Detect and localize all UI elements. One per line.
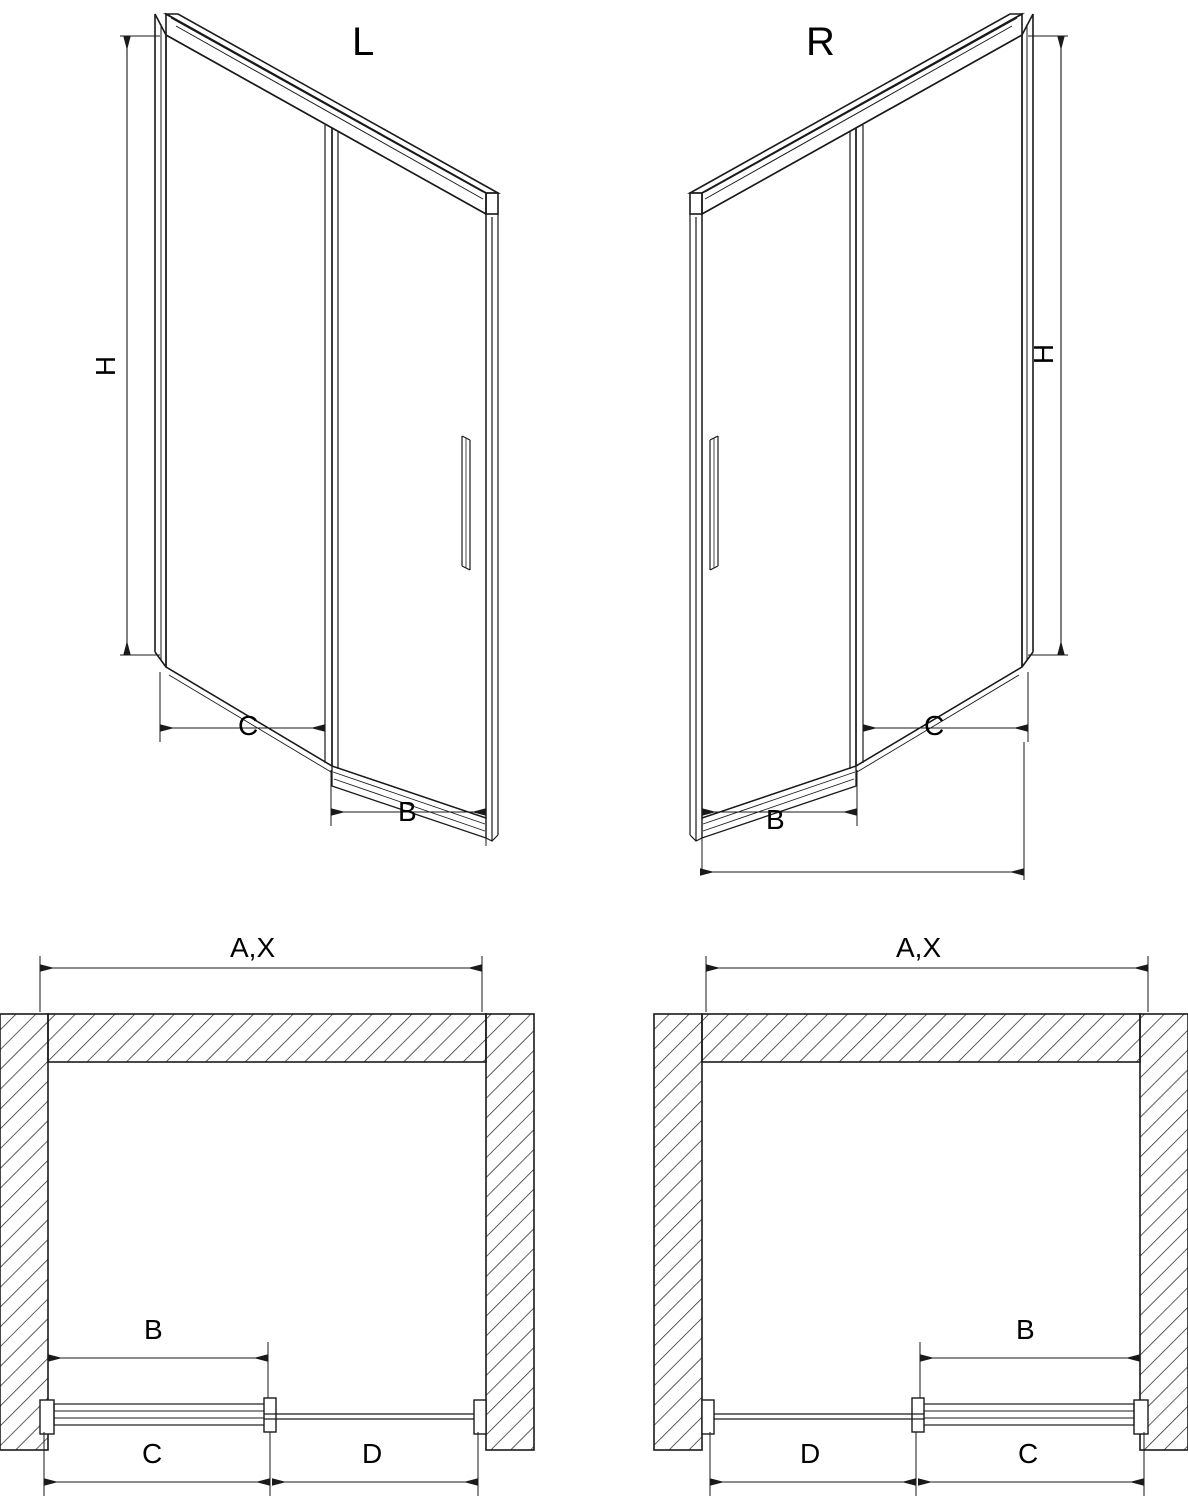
iso-left-height-label: H [90,355,122,377]
plan-left-b-label: B [144,1314,163,1345]
iso-right-b-label: B [766,804,785,835]
plan-right-ax-label: A,X [896,932,942,963]
iso-right-c-label: C [924,710,945,741]
iso-right-variant-label: R [806,20,835,64]
plan-left-d-label: D [362,1438,383,1469]
plan-right-c-label: C [1018,1438,1039,1469]
iso-left-variant-label: L [352,20,375,64]
plan-left-ax-label: A,X [230,932,276,963]
iso-left-b-label: B [398,796,417,827]
plan-right-b-label: B [1016,1314,1035,1345]
plan-left-c-label: C [142,1438,163,1469]
iso-left-c-label: C [238,710,259,741]
plan-right-d-label: D [800,1438,821,1469]
iso-right-height-label: H [1028,343,1060,365]
